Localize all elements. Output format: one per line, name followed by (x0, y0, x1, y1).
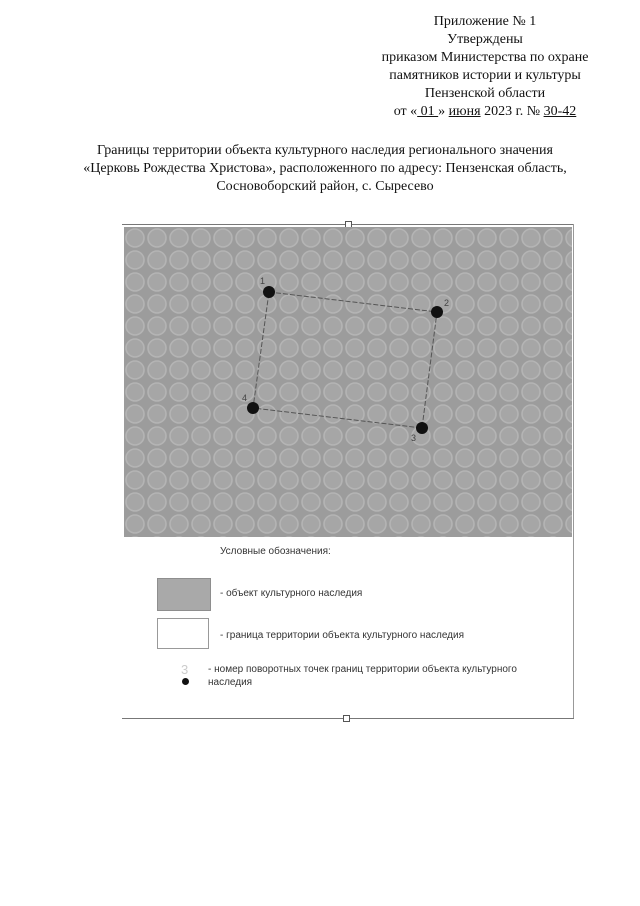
legend-title: Условные обозначения: (220, 546, 331, 557)
order-day: 01 (417, 104, 439, 119)
turning-point-3 (416, 422, 428, 434)
appendix-number: Приложение № 1 (433, 14, 537, 29)
legend-swatch-boundary (157, 618, 209, 649)
order-date-line: от « 01 » июня 2023 г. № 30-42 (393, 104, 577, 119)
turning-point-4 (247, 402, 259, 414)
legend-label-points: - номер поворотных точек границ территории объекта культурного наследия (208, 664, 517, 688)
document-title (50, 142, 600, 196)
order-month: июня (448, 104, 481, 119)
title-line-1: Границы территории объекта культурного наследия регионального значения (97, 143, 553, 158)
turning-point-label-4: 4 (242, 393, 248, 403)
turning-point-label-2: 2 (444, 298, 450, 308)
approved-by-line: приказом Министерства по охране (381, 50, 589, 65)
map-legend (124, 537, 572, 717)
legend-label-boundary: - граница территории объекта культурного наследия (220, 630, 465, 641)
legend-point-dot-icon (182, 678, 189, 685)
turning-point-2 (431, 306, 443, 318)
turning-point-label-3: 3 (411, 433, 417, 443)
turning-point-1 (263, 286, 275, 298)
legend-swatch-object (157, 578, 211, 611)
turning-point-label-1: 1 (260, 276, 266, 286)
order-number: 30-42 (543, 104, 577, 119)
approved-label: Утверждены (447, 32, 523, 47)
frame-right-edge (573, 224, 574, 719)
title-line-2: «Церковь Рождества Христова», расположенного по адресу: Пензенская область, (83, 161, 567, 176)
approval-block (330, 13, 640, 121)
legend-label-object: - объект культурного наследия (220, 588, 363, 599)
region-line: Пензенской области (424, 86, 546, 101)
cultural-heritage-area (124, 227, 572, 537)
legend-point-number-symbol: 3 (181, 662, 189, 677)
title-line-3: Сосновоборский район, с. Сыресево (216, 179, 434, 194)
approved-by-line-2: памятников истории и культуры (389, 68, 581, 83)
site-map (124, 227, 572, 537)
